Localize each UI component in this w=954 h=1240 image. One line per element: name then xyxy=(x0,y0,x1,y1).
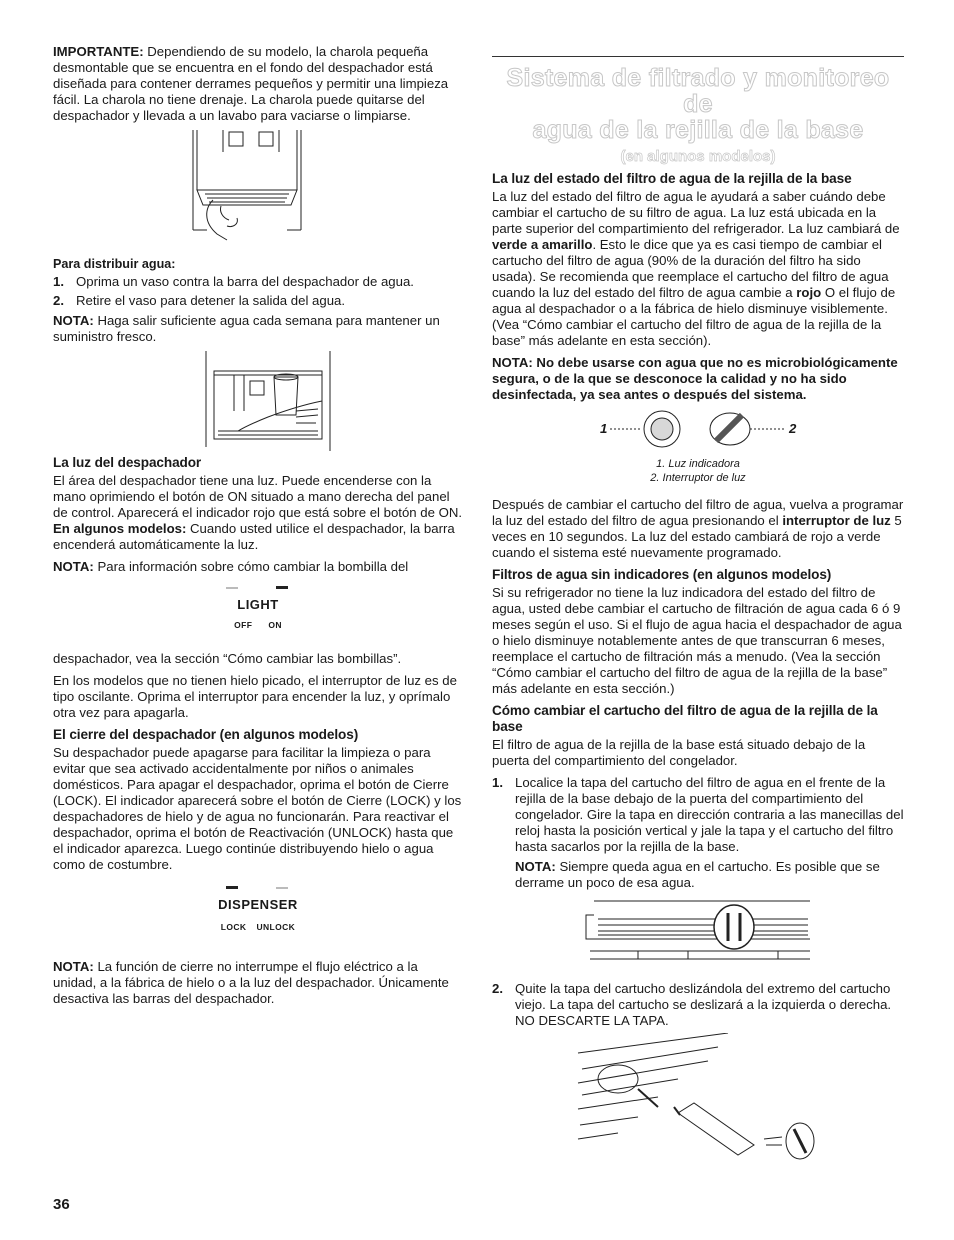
list-item: 2. Quite la tapa del cartucho deslizándola del extremo del cartucho viejo. La tapa del cartucho se deslizará a la izquierda o derecha. NO DESCARTE LA TAPA. xyxy=(492,981,892,1028)
cartridge-removal-illustration xyxy=(568,1033,828,1163)
light-indicator-icons xyxy=(218,585,298,593)
callout-1: 1 xyxy=(600,421,608,436)
cambiar-steps xyxy=(492,775,904,891)
list-item: 1. Localice la tapa del cartucho del filtro de agua en el frente de la rejilla de la base debajo de la puerta del compartimiento del congelador. Gire la tapa en dirección contraria a las manecillas del reloj hasta la posición vertical y jale la tapa y el cartucho del filtro hasta sacarlos por la rejilla de la base. NOTA: Siempre queda agua en el cartucho. Es posible que se derrame un poco de esa agua. xyxy=(492,775,904,890)
dispenser-indicator-icons xyxy=(218,885,298,893)
estado-heading: La luz del estado del filtro de agua de la rejilla de la base xyxy=(492,171,852,186)
nota-2-continued: despachador, vea la sección “Cómo cambiar las bombillas”. xyxy=(53,651,402,666)
cierre-paragraph: Su despachador puede apagarse para facilitar la limpieza o para evitar que sea activado accidentalmente por niños o animales domésticos. Para apagar el despachador, oprima el botón de Cierre (LOCK). El indicador aparecerá sobre el botón de Cierre (LOCK) y los despachadores de hielo y de agua no funcionarán. Para reactivar el despachador, oprima el botón de Reactivación (UNLOCK) hasta que el indicador aparezca. Luego continúe distribuyendo hielo o agua como de costumbre. xyxy=(53,745,462,872)
light-on-button[interactable]: ON xyxy=(268,620,282,630)
page-number: 36 xyxy=(53,1196,70,1213)
light-label: LIGHT xyxy=(237,597,279,612)
estado-paragraph: La luz del estado del filtro de agua le ayudará a saber cuándo debe cambiar el cartucho de su filtro de agua. La luz está ubicada en la parte superior del compartimiento del refrigerador. La luz cambiará de verde a amarillo. Esto le dice que ya es casi tiempo de cambiar el cartucho del filtro de agua (90% de la duración del filtro ha sido usada). Se recomienda que reemplace el cartucho del filtro de agua cuando la luz del estado del filtro de agua cambie a rojo O el flujo de agua al despachador o a la fábrica de hielo disminuye visiblemente. (Vea “Cómo cambiar el cartucho del filtro de agua de la rejilla de la base” más adelante en esta sección). xyxy=(492,189,900,348)
filter-indicator-illustration xyxy=(492,409,904,455)
cambiar-steps-cont xyxy=(492,981,904,1029)
light-control-panel xyxy=(53,581,463,633)
section-rule xyxy=(492,56,904,57)
caption-item-1: 1. Luz indicadora xyxy=(656,458,740,470)
como-cambiar-paragraph: El filtro de agua de la rejilla de la base está situado debajo de la puerta del compartimiento del congelador. xyxy=(492,737,866,768)
list-item: 1. Oprima un vaso contra la barra del despachador de agua. xyxy=(53,274,414,289)
caption-item-2: 2. Interruptor de luz xyxy=(650,472,746,484)
water-dispensing-illustration xyxy=(178,351,338,451)
sin-indicadores-heading: Filtros de agua sin indicadores (en algunos modelos) xyxy=(492,567,832,582)
luz-despachador-heading: La luz del despachador xyxy=(53,455,202,470)
nota-1: NOTA: Haga salir suficiente agua cada semana para mantener un suministro fresco. xyxy=(53,313,440,344)
cierre-heading: El cierre del despachador (en algunos modelos) xyxy=(53,727,359,742)
dispenser-switch-labels xyxy=(53,919,463,935)
left-column xyxy=(53,44,463,1013)
base-grille-filter-cap-illustration xyxy=(578,895,818,975)
importante-paragraph: IMPORTANTE: Dependiendo de su modelo, la charola pequeña desmontable que se encuentra en el fondo del despachador está diseñada para contener derrames pequeños y permitir una limpieza fácil. La charola no tiene drenaje. La charola puede quitarse del despachador y llevada a un lavabo para vaciarse o limpiarse. xyxy=(53,44,449,123)
callout-2: 2 xyxy=(789,421,797,436)
dispenser-label: DISPENSER xyxy=(218,897,298,912)
lock-button[interactable]: LOCK xyxy=(220,922,247,932)
unlock-button[interactable]: UNLOCK xyxy=(256,922,296,932)
despues-paragraph: Después de cambiar el cartucho del filtro de agua, vuelva a programar la luz del estado del filtro de agua presionando el interruptor de luz 5 veces en 10 segundos. La luz del estado cambiará de rojo a verde cuando el sistema esté nuevamente programado. xyxy=(492,497,904,560)
figure-caption xyxy=(492,457,904,485)
luz-paragraph-1: El área del despachador tiene una luz. Puede encenderse con la mano oprimiendo el botón de ON situado a mano derecha del panel de control. Aparecerá el indicador rojo que está sobre el botón de ON. En algunos modelos: Cuando usted utilice el despachador, la barra encenderá automáticamente la luz. xyxy=(53,473,463,552)
step1-nota: NOTA: Siempre queda agua en el cartucho. Es posible que se derrame un poco de esa agua. xyxy=(515,859,880,890)
como-cambiar-heading: Cómo cambiar el cartucho del filtro de agua de la rejilla de la base xyxy=(492,703,878,734)
list-item: 2. Retire el vaso para detener la salida del agua. xyxy=(53,293,346,308)
nota-bold: NOTA: No debe usarse con agua que no es microbiológicamente segura, o de la que se desconoce la calidad y no ha sido desinfectada, ya sea antes o después del sistema. xyxy=(492,355,898,402)
section-title-line-2: agua de la rejilla de la base xyxy=(532,116,864,144)
dispenser-tray-illustration xyxy=(183,130,333,250)
indicator-figure xyxy=(492,409,904,455)
light-off-button[interactable]: OFF xyxy=(234,620,253,630)
nota-3: NOTA: La función de cierre no interrumpe el flujo eléctrico a la unidad, a la fábrica de hielo o a la luz del despachador. Únicamente desactiva las barras del despachador. xyxy=(53,959,449,1006)
luz-paragraph-2: En los modelos que no tienen hielo picado, el interruptor de luz es de tipo oscilante. Oprima el interruptor para encender la luz, y oprímalo otra vez para apagarla. xyxy=(53,673,457,720)
section-title-subtitle: (en algunos modelos) xyxy=(620,148,776,165)
sin-indicadores-paragraph: Si su refrigerador no tiene la luz indicadora del estado del filtro de agua, usted debe cambiar el cartucho de filtración de agua cada 6 ó 9 meses según el uso. Si el flujo de agua hacia el despachador de agua o hielo disminuye notablemente antes de que transcurran 6 meses, reemplace el cartucho de filtración más a menudo. (Vea la sección “Cómo cambiar el cartucho del filtro de agua de la rejilla de la base” más adelante en esta sección.) xyxy=(492,585,902,696)
distribuir-heading: Para distribuir agua: xyxy=(53,257,176,271)
nota-2: NOTA: Para información sobre cómo cambiar la bombilla del xyxy=(53,559,409,574)
section-title-line-1: Sistema de filtrado y monitoreo de xyxy=(506,64,890,118)
light-switch-labels xyxy=(53,617,463,633)
dispenser-control-panel xyxy=(53,881,463,935)
right-column xyxy=(492,50,904,1163)
distribuir-steps xyxy=(53,274,463,309)
